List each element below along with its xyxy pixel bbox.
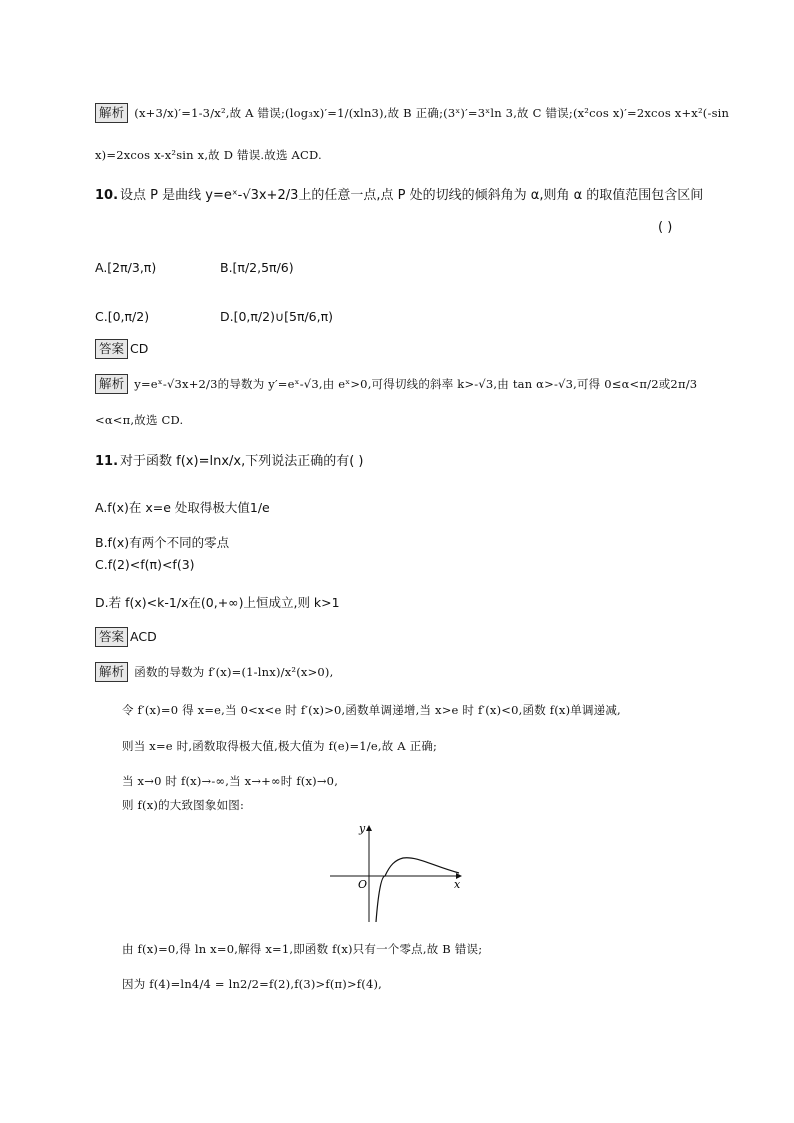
q11-answer-value: ACD bbox=[130, 629, 157, 644]
q9-analysis-line2: x)=2xcos x-x²sin x,故 D 错误.故选 ACD. bbox=[95, 148, 322, 162]
q11-option-c: C.f(2)<f(π)<f(3) bbox=[95, 557, 195, 572]
q11-answer-tag: 答案 bbox=[95, 627, 128, 647]
q9-analysis-line1: (x+3/x)′=1-3/x²,故 A 错误;(log₃x)′=1/(xln3),故 B 正确;(3ˣ)′=3ˣln 3,故 C 错误;(x²cos x)′=2xcos x+x²(-sin bbox=[134, 106, 730, 120]
q11-answer bbox=[95, 627, 157, 647]
curve bbox=[376, 858, 459, 922]
q10-option-a: A.[2π/3,π) bbox=[95, 260, 157, 275]
q10-answer-value: CD bbox=[130, 341, 149, 356]
origin-label: O bbox=[358, 878, 368, 891]
q10-stem-text: 设点 P 是曲线 y=eˣ-√3x+2/3上的任意一点,点 P 处的切线的倾斜角为 α,则角 α 的取值范围包含区间 bbox=[120, 188, 704, 203]
q11-option-a: A.f(x)在 x=e 处取得极大值1/e bbox=[95, 500, 270, 515]
q11-analysis-tag: 解析 bbox=[95, 662, 128, 682]
y-axis-label: y bbox=[359, 822, 366, 835]
q11-analysis-line-6: 因为 f(4)=ln4/4 = ln2/2=f(2),f(3)>f(π)>f(4), bbox=[122, 977, 383, 991]
q11-analysis-line-5: 由 f(x)=0,得 ln x=0,解得 x=1,即函数 f(x)只有一个零点,故 B 错误; bbox=[122, 942, 483, 956]
q10-analysis-tag: 解析 bbox=[95, 374, 128, 394]
q10-number: 10. bbox=[95, 188, 119, 203]
q9-analysis bbox=[95, 103, 729, 123]
q10-answer-tag: 答案 bbox=[95, 339, 128, 359]
q11-stem-text: 对于函数 f(x)=lnx/x,下列说法正确的有( ) bbox=[120, 454, 364, 469]
q10-option-d: D.[0,π/2)∪[5π/6,π) bbox=[220, 309, 334, 324]
q11-analysis-line-2: 则当 x=e 时,函数取得极大值,极大值为 f(e)=1/e,故 A 正确; bbox=[122, 739, 438, 753]
q11-analysis-line-1: 令 f′(x)=0 得 x=e,当 0<x<e 时 f′(x)>0,函数单调递增,当 x>e 时 f′(x)<0,函数 f(x)单调递减, bbox=[122, 703, 621, 717]
q11-stem bbox=[95, 450, 364, 469]
q11-option-b: B.f(x)有两个不同的零点 bbox=[95, 535, 230, 550]
q10-answer bbox=[95, 339, 148, 359]
q10-stem bbox=[95, 184, 703, 203]
q10-option-c: C.[0,π/2) bbox=[95, 309, 150, 324]
q11-analysis-line-4: 则 f(x)的大致图象如图: bbox=[122, 798, 245, 812]
q9-analysis-tag: 解析 bbox=[95, 103, 128, 123]
q10-analysis bbox=[95, 374, 697, 394]
function-graph bbox=[325, 818, 470, 926]
q11-analysis bbox=[95, 662, 333, 682]
q11-analysis-line-3: 当 x→0 时 f(x)→-∞,当 x→+∞时 f(x)→0, bbox=[122, 774, 339, 788]
q10-analysis-line1: y=eˣ-√3x+2/3的导数为 y′=eˣ-√3,由 eˣ>0,可得切线的斜率 k>-√3,由 tan α>-√3,可得 0≤α<π/2或2π/3 bbox=[134, 377, 698, 391]
q10-analysis-line2: <α<π,故选 CD. bbox=[95, 413, 184, 427]
q11-option-d: D.若 f(x)<k-1/x在(0,+∞)上恒成立,则 k>1 bbox=[95, 595, 340, 610]
q10-option-b: B.[π/2,5π/6) bbox=[220, 260, 294, 275]
q10-paren: ( ) bbox=[658, 220, 673, 235]
x-axis-label: x bbox=[454, 878, 461, 891]
q11-number: 11. bbox=[95, 454, 119, 469]
q11-analysis-line-0: 函数的导数为 f′(x)=(1-lnx)/x²(x>0), bbox=[134, 665, 334, 679]
